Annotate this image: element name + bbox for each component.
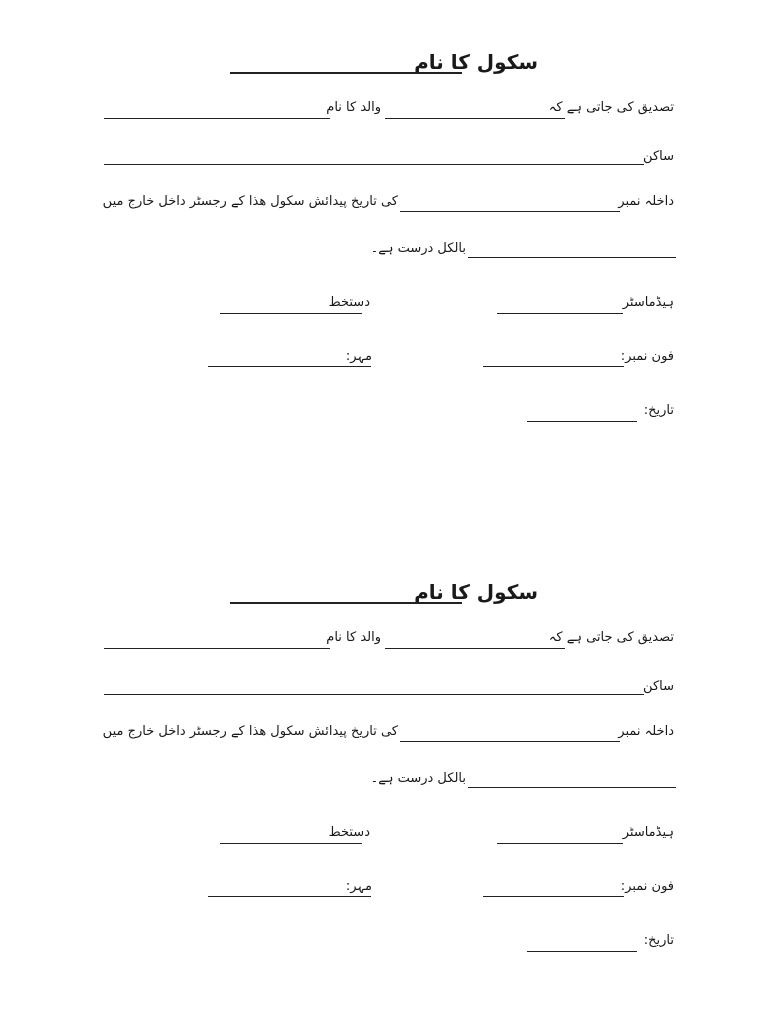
father-name-blank[interactable] <box>104 118 330 119</box>
certificate-form-2 <box>0 530 768 1010</box>
phone-blank[interactable] <box>483 366 624 367</box>
stamp-label: مہر: <box>345 349 372 364</box>
dob-register-text: کی تاریخ پیدائش سکول ھذا کے رجسٹر داخل خارج میں <box>102 194 398 209</box>
stamp-label: مہر: <box>345 879 372 894</box>
certify-label: تصدیق کی جاتی ہے کہ <box>548 630 674 645</box>
admission-no-blank[interactable] <box>400 211 620 212</box>
admission-no-label: داخلہ نمبر <box>618 194 674 209</box>
dob-blank[interactable] <box>468 787 676 788</box>
resident-label: ساکن <box>643 149 674 164</box>
correct-text: بالکل درست ہے۔ <box>370 771 466 786</box>
dob-register-text: کی تاریخ پیدائش سکول ھذا کے رجسٹر داخل خارج میں <box>102 724 398 739</box>
school-name-label: سکول کا نام <box>414 580 538 604</box>
address-blank[interactable] <box>104 164 644 165</box>
phone-label: فون نمبر: <box>620 349 674 364</box>
signature-label: دستخط <box>328 295 370 310</box>
father-name-label: والد کا نام <box>326 100 381 115</box>
headmaster-label: ہیڈماسٹر <box>622 825 674 840</box>
signature-blank[interactable] <box>220 313 362 314</box>
address-blank[interactable] <box>104 694 644 695</box>
certificate-form-1 <box>0 0 768 480</box>
headmaster-blank[interactable] <box>497 313 623 314</box>
dob-blank[interactable] <box>468 257 676 258</box>
correct-text: بالکل درست ہے۔ <box>370 241 466 256</box>
admission-no-blank[interactable] <box>400 741 620 742</box>
school-name-label: سکول کا نام <box>414 50 538 74</box>
school-name-blank[interactable] <box>230 72 462 74</box>
resident-label: ساکن <box>643 679 674 694</box>
student-name-blank[interactable] <box>385 118 565 119</box>
student-name-blank[interactable] <box>385 648 565 649</box>
certify-label: تصدیق کی جاتی ہے کہ <box>548 100 674 115</box>
date-blank[interactable] <box>527 421 637 422</box>
stamp-blank[interactable] <box>208 896 371 897</box>
signature-blank[interactable] <box>220 843 362 844</box>
headmaster-label: ہیڈماسٹر <box>622 295 674 310</box>
school-name-blank[interactable] <box>230 602 462 604</box>
date-label: تاریخ: <box>643 933 674 948</box>
phone-blank[interactable] <box>483 896 624 897</box>
stamp-blank[interactable] <box>208 366 371 367</box>
father-name-blank[interactable] <box>104 648 330 649</box>
signature-label: دستخط <box>328 825 370 840</box>
admission-no-label: داخلہ نمبر <box>618 724 674 739</box>
father-name-label: والد کا نام <box>326 630 381 645</box>
phone-label: فون نمبر: <box>620 879 674 894</box>
date-label: تاریخ: <box>643 403 674 418</box>
headmaster-blank[interactable] <box>497 843 623 844</box>
date-blank[interactable] <box>527 951 637 952</box>
